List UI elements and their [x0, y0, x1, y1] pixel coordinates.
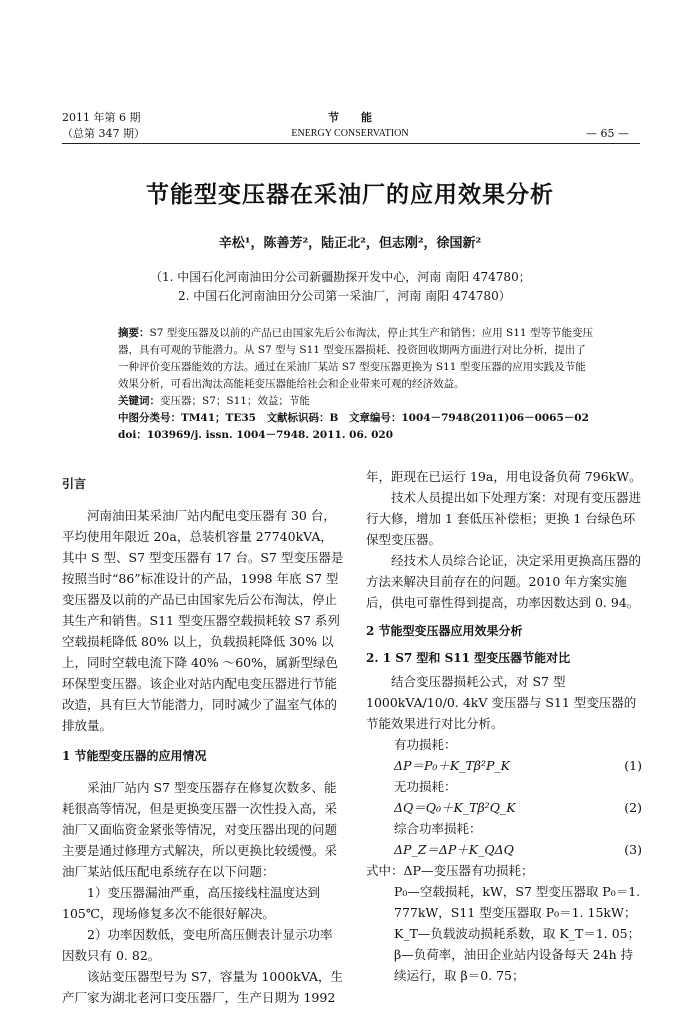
affiliation-1: （1. 中国石化河南油田分公司新疆勘探开发中心，河南 南阳 474780；: [150, 270, 531, 284]
journal-total-issue: （总第 347 期）: [62, 127, 145, 140]
journal-name-cn: 节 能: [328, 111, 372, 124]
equation-3-formula: ΔP_Z＝ΔP＋K_QΔQ: [394, 842, 514, 857]
proposal-paragraph: 技术人员提出如下处理方案：对现有变压器进行大修，增加 1 套低压补偿柜；更换 1 台绿色环保型变压器。: [366, 490, 642, 547]
abstract: [118, 325, 596, 393]
abstract-text: S7 型变压器及以前的产品已由国家先后公布淘汰，停止其生产和销售；应用 S11 型等节能变压器，具有可观的节能潜力。从 S7 型与 S11 型变压器损耗、投资回收期两方面进行对比分析，提出了一种评价变压器能效的方法。通过在采油厂某站 S7 型变压器更换为 S11 型变压器的应用实践及节能效果分析，可看出淘汰高能耗变压器能给社会和企业带来可观的经济效益。: [118, 327, 593, 390]
affiliations: [150, 268, 570, 306]
substation-paragraph: 该站变压器型号为 S7，容量为 1000kVA，生产厂家为湖北老河口变压器厂，生产日期为 1992: [62, 969, 344, 1005]
keywords-label: 关键词：: [118, 395, 160, 407]
equation-2-formula: ΔQ＝Q₀＋K_Tβ²Q_K: [394, 800, 516, 815]
label-active-loss: 有功损耗：: [394, 737, 457, 752]
equation-3-number: (3): [624, 842, 642, 857]
right-column: [366, 466, 642, 986]
equation-1: [366, 755, 642, 776]
where-line-2: P₀—空载损耗，kW，S7 型变压器取 P₀＝1. 777kW，S11 型变压器取 P₀＝1. 15kW；: [394, 884, 641, 920]
abstract-label: 摘要：: [118, 327, 150, 339]
intro-heading: 引言: [62, 477, 87, 491]
section2-heading: 2 节能型变压器应用效果分析: [366, 624, 523, 638]
equation-1-number: (1): [624, 758, 642, 773]
author-list: 辛松¹，陈善芳²，陆正北²，但志刚²，徐国新²: [218, 236, 482, 251]
keywords: [118, 393, 596, 410]
label-reactive-loss: 无功损耗：: [394, 779, 457, 794]
journal-name-en: ENERGY CONSERVATION: [291, 128, 409, 139]
header-rule: [62, 143, 640, 144]
left-column: [62, 474, 344, 1008]
classification-line: 中图分类号：TM41；TE35 文献标识码：B 文章编号：1004－7948(2011)06－0065－02: [118, 412, 589, 424]
where-line-3: K_T—负载波动损耗系数，取 K_T＝1. 05；: [394, 926, 641, 941]
equation-3: [366, 839, 642, 860]
page-number: — 65 —: [586, 127, 629, 140]
intro-paragraph: 河南油田某采油厂站内配电变压器有 30 台，平均使用年限近 20a，总装机容量 27740kVA，其中 S 型、S7 型变压器有 17 台。S7 型变压器是按照当时“86”标准设计的产品，1998 年底 S7 型变压器及以前的产品已由国家先后公布淘汰，停止其生产和销售。S11 型变压器空载损耗较 S7 系列空载损耗降低 80% 以上，负载损耗降低 30% 以上，同时空载电流下降 40% ～60%，属新型绿色环保型变压器。该企业对站内配电变压器进行节能改造，具有巨大节能潜力，同时减少了温室气体的排放量。: [62, 508, 344, 733]
decision-paragraph: 经技术人员综合论证，决定采用更换高压器的方法来解决目前存在的问题。2010 年方案实施后，供电可靠性得到提高，功率因数达到 0. 94。: [366, 553, 642, 610]
keywords-text: 变压器；S7；S11；效益；节能: [160, 395, 310, 407]
problem-1: 1）变压器漏油严重，高压接线柱温度达到 105℃，现场修复多次不能很好解决。: [62, 885, 320, 921]
problem-2: 2）功率因数低，变电所高压侧表计显示功率因数只有 0. 82。: [62, 927, 333, 963]
section21-paragraph: 结合变压器损耗公式，对 S7 型 1000kVA/10/0. 4kV 变压器与 S11 型变压器的节能效果进行对比分析。: [366, 674, 637, 731]
equation-2: [366, 797, 642, 818]
abstract-block: [118, 325, 596, 444]
section1-heading: 1 节能型变压器的应用情况: [62, 749, 207, 763]
section21-heading: 2. 1 S7 型和 S11 型变压器节能对比: [366, 651, 571, 665]
where-line-1: 式中：ΔP—变压器有功损耗；: [366, 863, 534, 878]
doi-line: doi：103969/j. issn. 1004－7948. 2011. 06. 020: [118, 429, 394, 441]
equation-2-number: (2): [624, 800, 642, 815]
equation-1-formula: ΔP＝P₀＋K_Tβ²P_K: [394, 758, 511, 773]
journal-issue: 2011 年第 6 期: [62, 111, 141, 124]
where-line-4: β—负荷率，油田企业站内设备每天 24h 持续运行，取 β＝0. 75；: [394, 947, 634, 983]
article-title: 节能型变压器在采油厂的应用效果分析: [146, 181, 554, 208]
label-total-loss: 综合功率损耗：: [394, 821, 482, 836]
affiliation-2: 2. 中国石化河南油田分公司第一采油厂，河南 南阳 474780）: [178, 289, 511, 303]
section1-paragraph: 采油厂站内 S7 型变压器存在修复次数多、能耗很高等情况，但是更换变压器一次性投入高，采油厂又面临资金紧张等情况，对变压器出现的问题主要是通过修理方式解决，所以更换比较缓慢。采油厂某站低压配电系统存在以下问题：: [62, 780, 338, 879]
continued-paragraph: 年，距现在已运行 19a，用电设备负荷 796kW。: [366, 469, 642, 484]
